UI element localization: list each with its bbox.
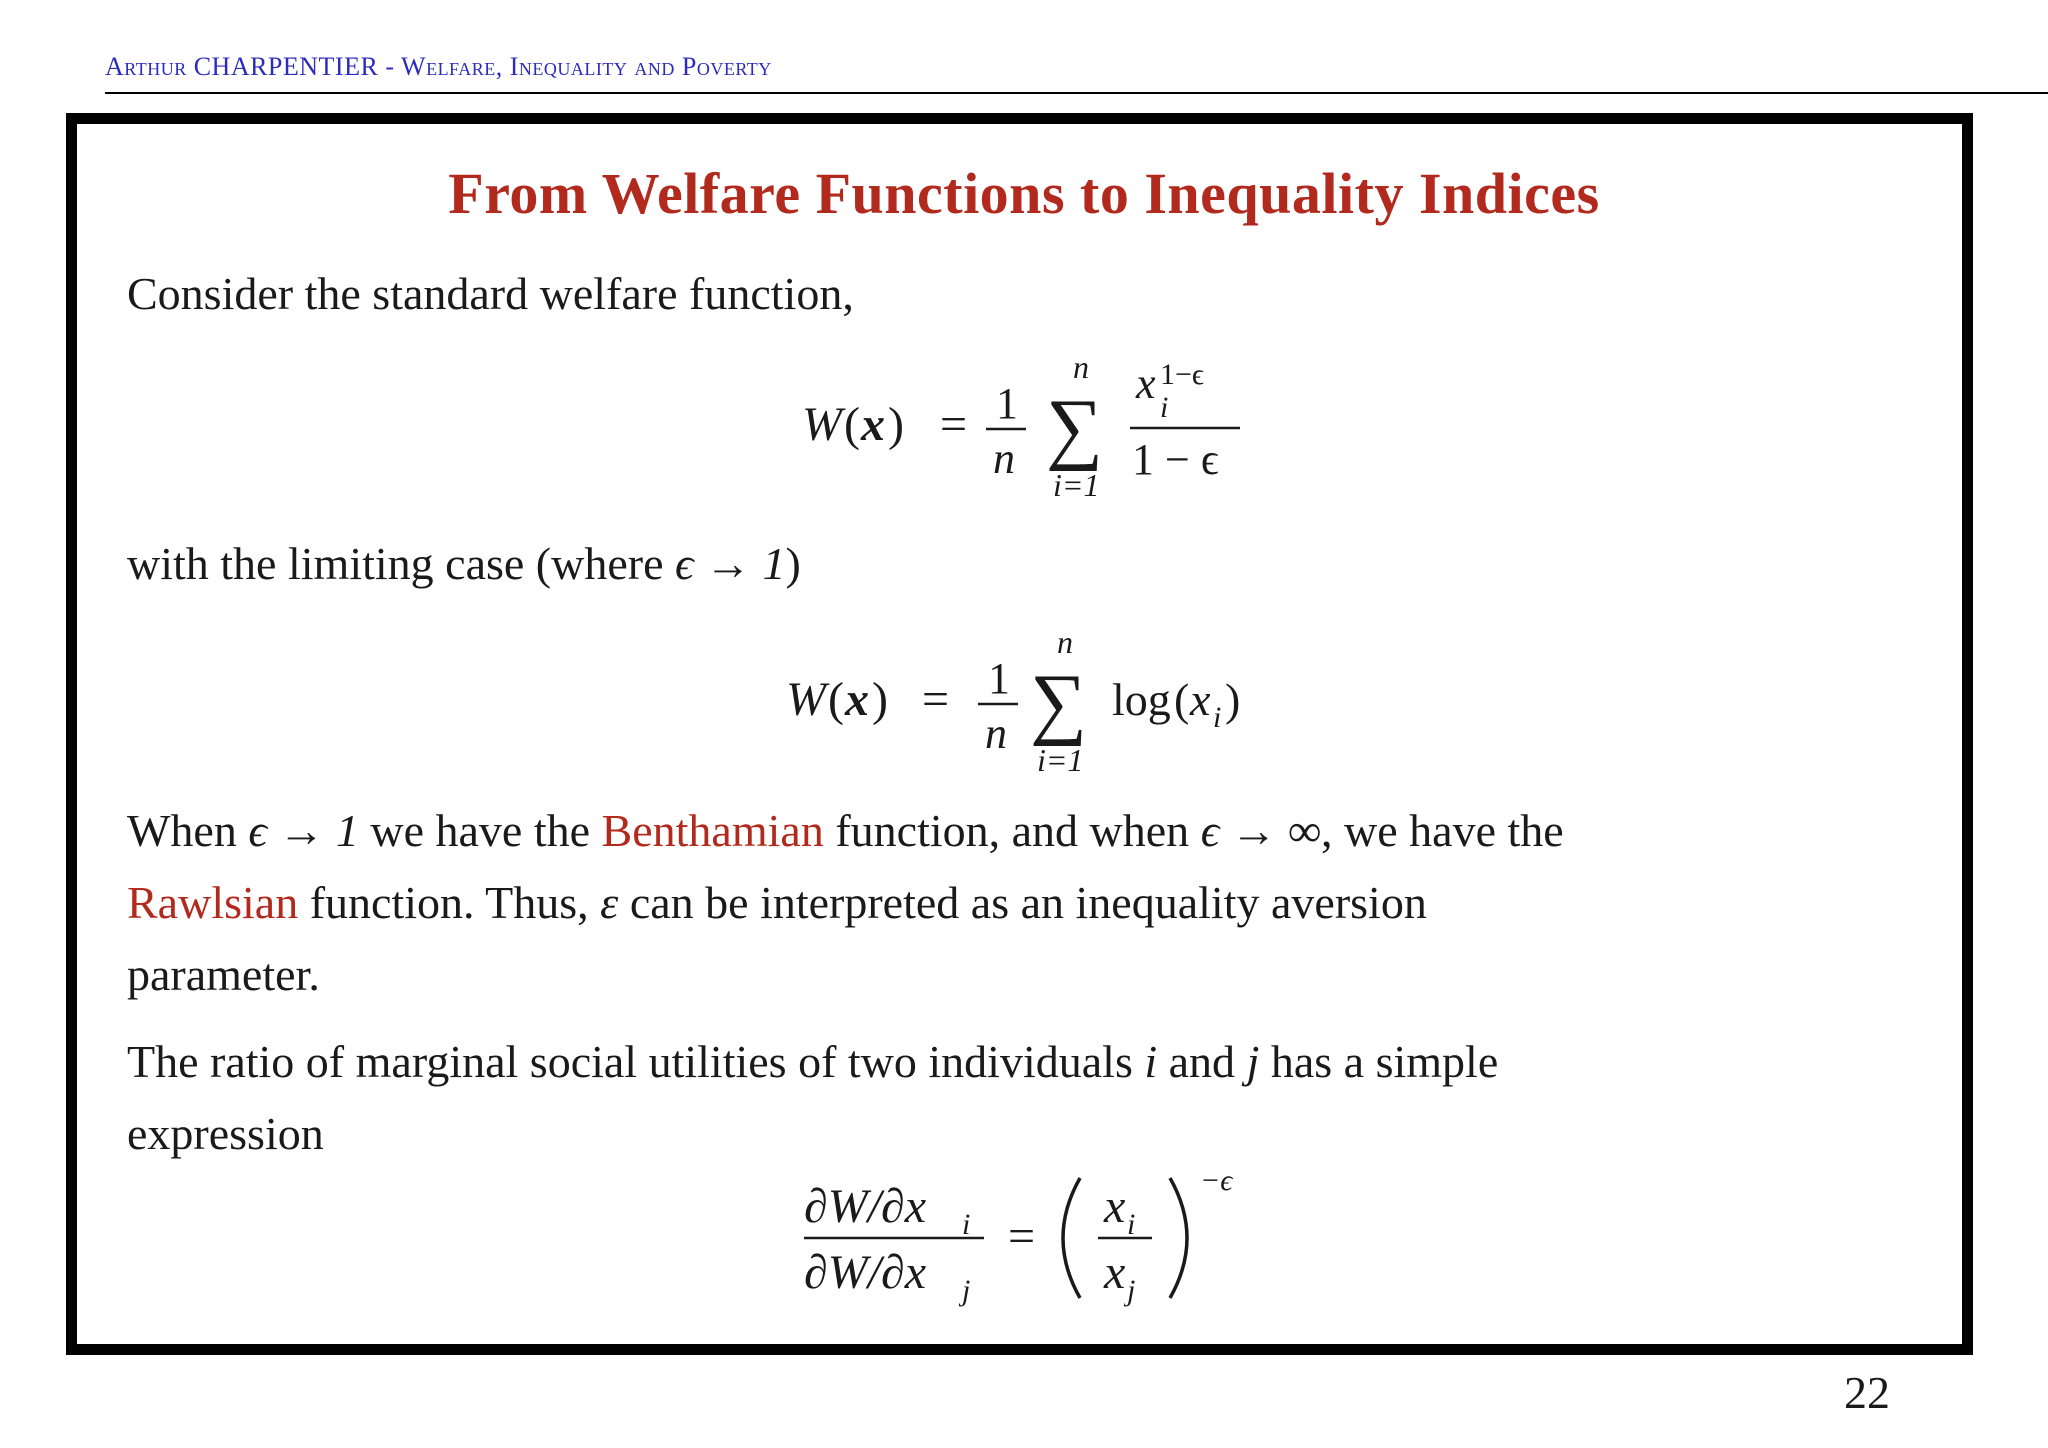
eq1-frac-num: 1 xyxy=(996,379,1018,428)
text-and: and xyxy=(1157,1036,1247,1087)
eq2-W: W xyxy=(786,673,826,726)
equation-marginal-ratio xyxy=(790,1160,1270,1325)
line-2 xyxy=(127,867,1564,939)
slide-title: From Welfare Functions to Inequality Indices xyxy=(448,161,1600,226)
math-varepsilon: ε xyxy=(600,877,619,928)
header-course: Welfare, Inequality and Poverty xyxy=(401,52,772,81)
eq1-x: x xyxy=(861,398,885,451)
eq2-lparen-arg: ( xyxy=(1174,674,1190,725)
eq3-den: ∂W/∂x xyxy=(804,1246,927,1299)
eq3-inner-num-sub: i xyxy=(1127,1208,1136,1241)
math-eps-to-inf: ϵ → ∞ xyxy=(1200,805,1322,856)
eq2-arg-sub: i xyxy=(1213,701,1222,734)
eq2-sum-symbol: ∑ xyxy=(1030,659,1088,747)
eq3-num: ∂W/∂x xyxy=(804,1180,927,1233)
term-rawlsian: Rawlsian xyxy=(127,877,299,928)
eq3-inner-num: x xyxy=(1104,1180,1126,1233)
limiting-text: with the limiting case (where xyxy=(127,538,676,589)
eq2-frac-den: n xyxy=(985,709,1007,758)
eq3-left-paren xyxy=(1063,1178,1080,1298)
eq1-sum-symbol: ∑ xyxy=(1046,384,1104,472)
text-parameter: parameter. xyxy=(127,949,320,1000)
line-3 xyxy=(127,939,1564,1011)
header-separator: - xyxy=(378,52,402,81)
limiting-end: ) xyxy=(785,538,801,589)
ratio-line-1 xyxy=(127,1026,1498,1098)
eq3-inner-den-sub: j xyxy=(1127,1274,1136,1307)
running-header xyxy=(105,52,772,82)
eq2-rparen: ) xyxy=(872,673,888,726)
term-benthamian: Benthamian xyxy=(601,805,824,856)
eq1-rparen: ) xyxy=(888,398,904,451)
eq3-inner-den: x xyxy=(1104,1246,1126,1299)
math-j: j xyxy=(1246,1036,1260,1087)
line-1 xyxy=(127,795,1564,867)
equation-welfare-function xyxy=(780,340,1260,520)
eq1-lparen: ( xyxy=(844,398,860,451)
eq1-num-sup: 1−ϵ xyxy=(1160,358,1205,391)
eq1-num-sub: i xyxy=(1160,391,1169,424)
eq2-arg-base: x xyxy=(1190,674,1211,725)
text-function-thus: function. Thus, xyxy=(298,877,601,928)
math-eps-to-1: ϵ → 1 xyxy=(248,805,359,856)
text-ratio: The ratio of marginal social utilities of two individuals xyxy=(127,1036,1145,1087)
eq1-sum-bottom: i=1 xyxy=(1053,467,1100,503)
eq3-den-sub: j xyxy=(962,1274,971,1307)
eq2-x: x xyxy=(845,673,869,726)
limiting-math: ϵ → 1 xyxy=(675,538,786,589)
eq3-exponent: −ϵ xyxy=(1200,1164,1233,1197)
eq1-sum-top: n xyxy=(1073,349,1089,385)
paragraph-intro xyxy=(127,258,854,330)
text-expression: expression xyxy=(127,1108,324,1159)
eq2-sum-bottom: i=1 xyxy=(1037,742,1084,778)
eq1-den: 1 − ϵ xyxy=(1132,435,1219,484)
eq3-right-paren xyxy=(1170,1178,1187,1298)
eq2-frac-num: 1 xyxy=(988,654,1010,703)
eq2-lparen: ( xyxy=(828,673,844,726)
paragraph-ratio xyxy=(127,1026,1498,1170)
eq3-equals: = xyxy=(1008,1210,1036,1263)
eq1-frac-den: n xyxy=(993,434,1015,483)
text-we-have: we have the xyxy=(358,805,602,856)
header-rule xyxy=(105,92,2048,94)
header-author: Arthur CHARPENTIER xyxy=(105,52,379,81)
text-we-have-the: , we have the xyxy=(1321,805,1564,856)
eq1-num-base: x xyxy=(1136,359,1156,408)
eq2-sum-top: n xyxy=(1057,624,1073,660)
text-function-when: function, and when xyxy=(823,805,1201,856)
equation-log-welfare xyxy=(770,615,1270,795)
paragraph-benthamian-rawlsian xyxy=(127,795,1564,1011)
eq1-equals: = xyxy=(940,398,968,451)
text-simple: has a simple xyxy=(1259,1036,1499,1087)
eq2-log: log xyxy=(1112,674,1171,725)
page-number: 22 xyxy=(1844,1367,1890,1418)
math-i: i xyxy=(1144,1036,1158,1087)
text-when: When xyxy=(127,805,249,856)
eq1-W: W xyxy=(802,398,842,451)
text-interpreted: can be interpreted as an inequality aversion xyxy=(618,877,1427,928)
paragraph-limiting-case xyxy=(127,528,801,600)
eq2-rparen-arg: ) xyxy=(1225,674,1241,725)
intro-text: Consider the standard welfare function, xyxy=(127,268,854,319)
eq3-num-sub: i xyxy=(962,1208,971,1241)
eq2-equals: = xyxy=(922,673,950,726)
